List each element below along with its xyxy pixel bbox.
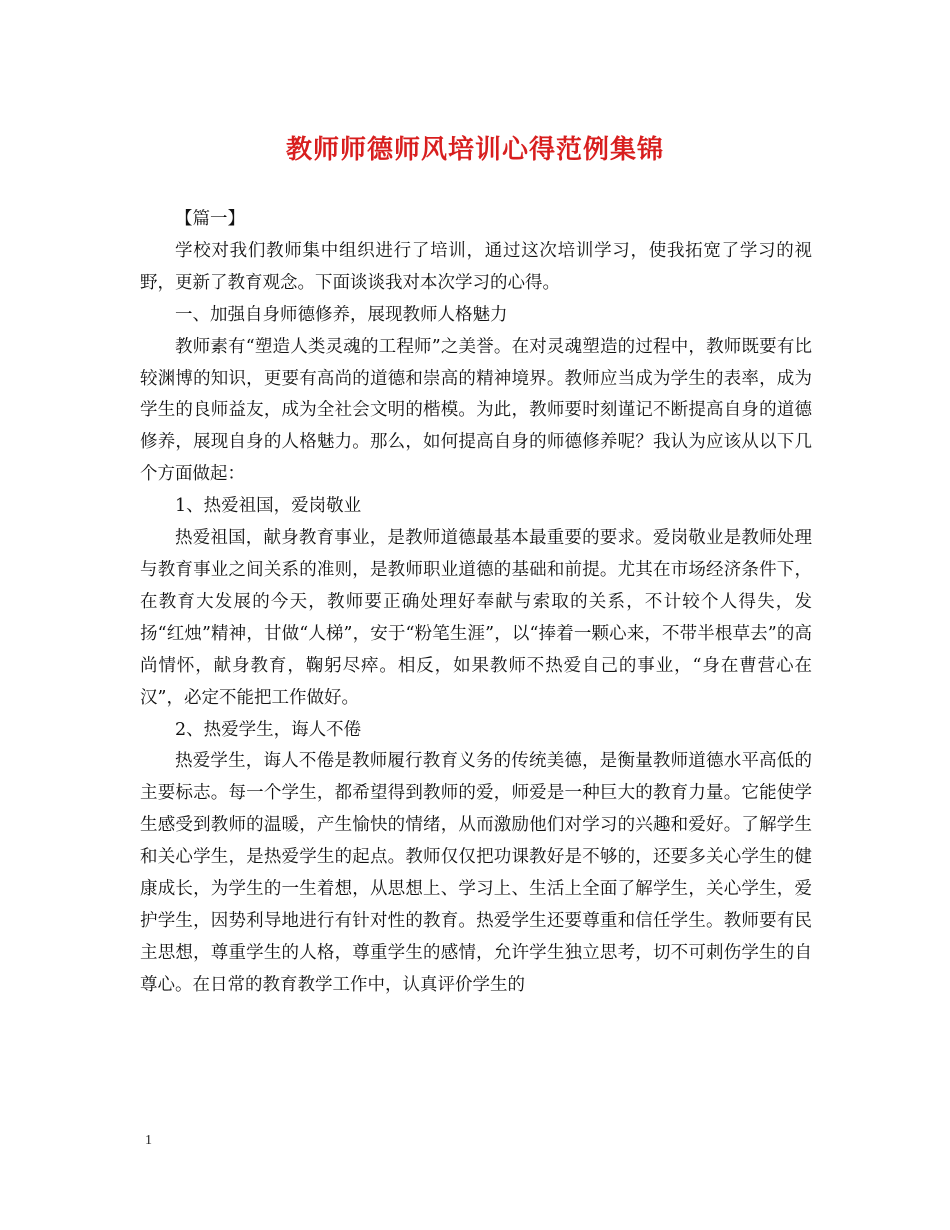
paragraph: 学校对我们教师集中组织进行了培训，通过这次培训学习，使我拓宽了学习的视野，更新了教育观念。下面谈谈我对本次学习的心得。 (140, 240, 812, 293)
paragraph: 热爱学生，诲人不倦是教师履行教育义务的传统美德，是衡量教师道德水平高低的主要标志。每一个学生，都希望得到教师的爱，师爱是一种巨大的教育力量。它能使学生感受到教师的温暖，产生愉快的情绪，从而激励他们对学习的兴趣和爱好。了解学生和关心学生，是热爱学生的起点。教师仅仅把功课教好是不够的，还要多关心学生的健康成长，为学生的一生着想，从思想上、学习上、生活上全面了解学生，关心学生，爱护学生，因势利导地进行有针对性的教育。热爱学生还要尊重和信任学生。教师要有民主思想，尊重学生的人格，尊重学生的感情，允许学生独立思考，切不可刺伤学生的自尊心。在日常的教育教学工作中，认真评价学生的 (140, 751, 812, 995)
section-heading: 【篇一】 (175, 209, 245, 229)
page-number: 1 (145, 1133, 152, 1148)
document-body (140, 204, 812, 1002)
subheading: 1、热爱祖国，爱岗敬业 (175, 496, 362, 517)
paragraph: 教师素有“塑造人类灵魂的工程师”之美誉。在对灵魂塑造的过程中，教师既要有比较渊博的知识，更要有高尚的道德和崇高的精神境界。教师应当成为学生的表率，成为学生的良师益友，成为全社会文明的楷模。为此，教师要时刻谨记不断提高自身的道德修养，展现自身的人格魅力。那么，如何提高自身的师德修养呢？我认为应该从以下几个方面做起： (140, 336, 812, 485)
paragraph: 热爱祖国，献身教育事业，是教师道德最基本最重要的要求。爱岗敬业是教师处理与教育事业之间关系的准则，是教师职业道德的基础和前提。尤其在市场经济条件下，在教育大发展的今天，教师要正确处理好奉献与索取的关系，不计较个人得失，发扬“红烛”精神，甘做“人梯”，安于“粉笔生涯”，以“捧着一颗心来，不带半根草去”的高尚情怀，献身教育，鞠躬尽瘁。相反，如果教师不热爱自己的事业，“身在曹营心在汉”，必定不能把工作做好。 (140, 528, 812, 708)
document-title: 教师师德师风培训心得范例集锦 (285, 135, 664, 165)
subheading: 2、热爱学生，诲人不倦 (175, 719, 362, 740)
subheading: 一、加强自身师德修养，展现教师人格魅力 (175, 304, 508, 325)
